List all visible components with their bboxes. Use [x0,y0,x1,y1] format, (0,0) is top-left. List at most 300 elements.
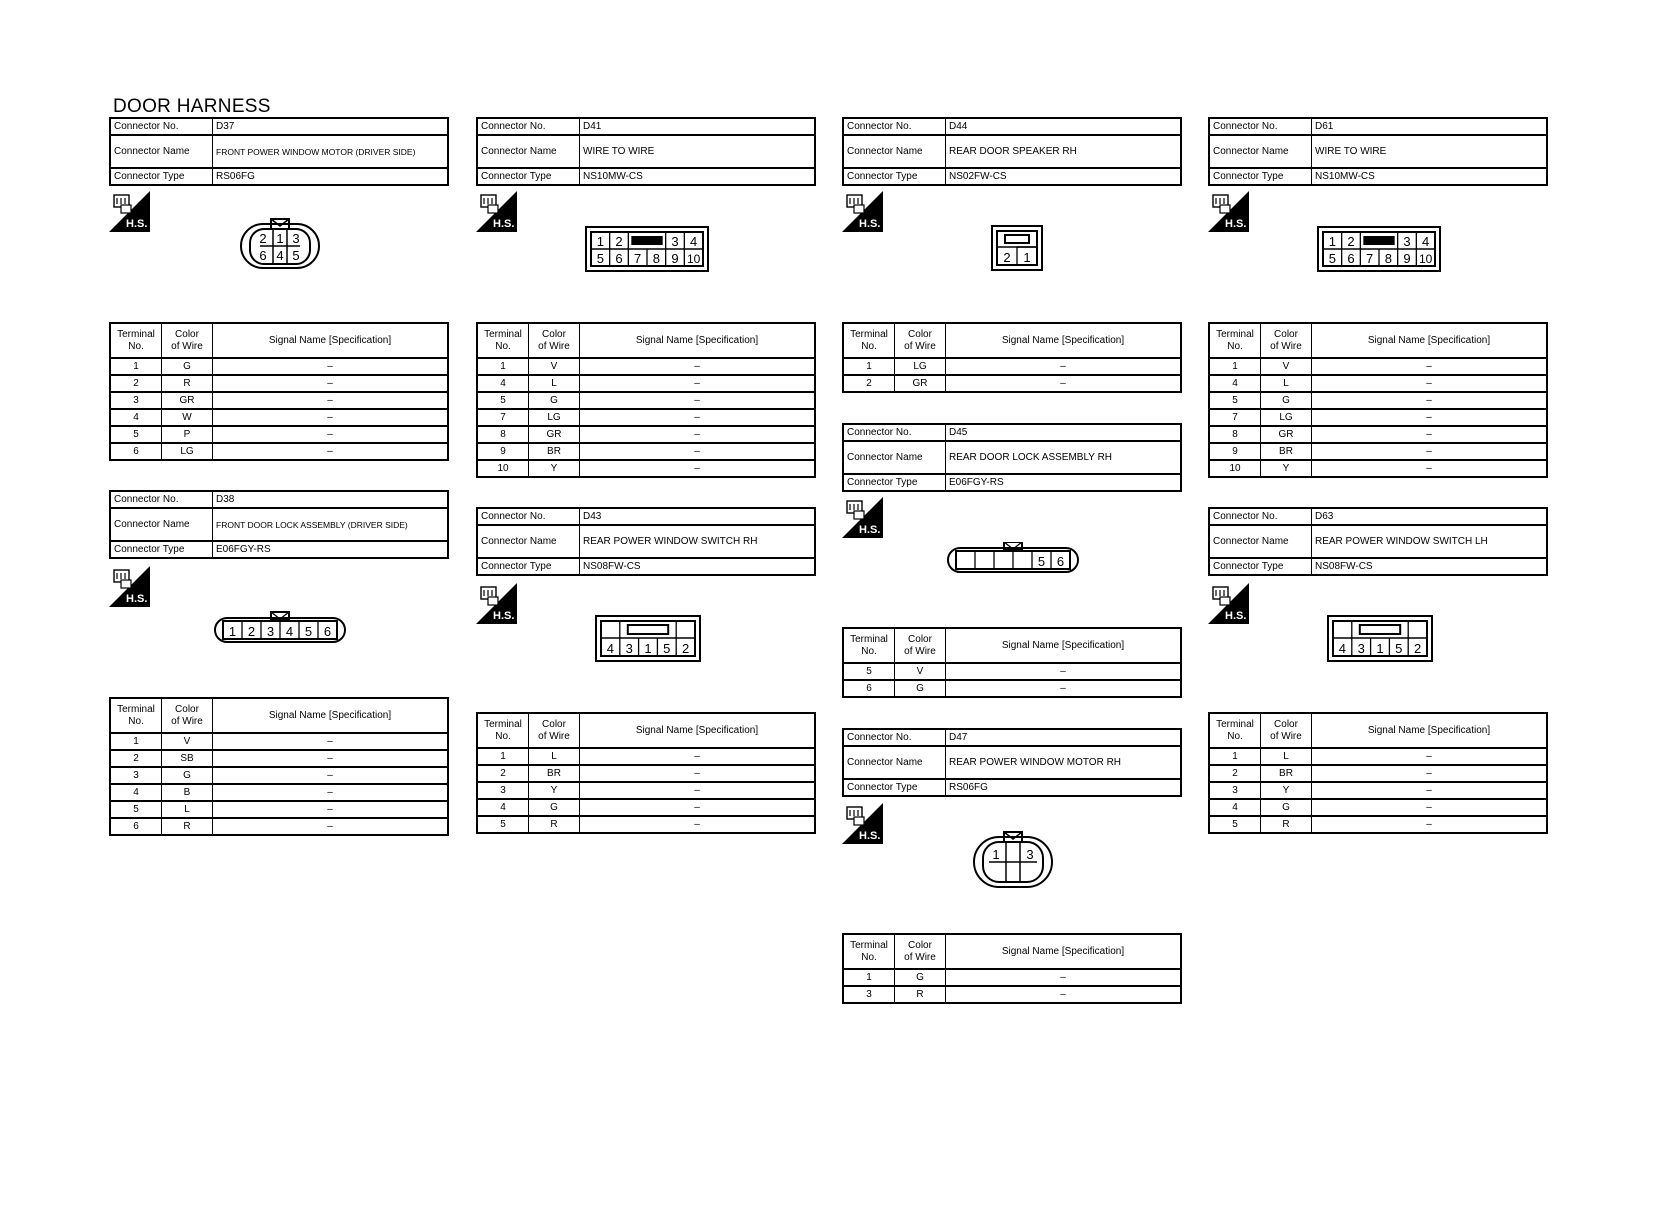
wire-color-cell: R [895,986,946,1003]
connector-no-label: Connector No. [477,508,580,525]
table-row [1209,375,1547,392]
terminal-no-header [1209,713,1261,748]
wire-color-cell: LG [529,409,580,426]
terminal-number: 5 [1395,641,1403,656]
wire-color-cell: L [162,801,213,818]
harness-side-icon [476,583,517,624]
terminal-no-cell: 2 [110,375,162,392]
connector-no-label: Connector No. [843,729,946,746]
signal-name-cell: – [213,818,449,835]
connector-name-label: Connector Name [110,508,213,541]
terminal-no-cell: 6 [110,818,162,835]
wire-color-cell: V [1261,358,1312,375]
table-row [477,765,815,782]
color-header-line2: of Wire [904,645,936,657]
terminal-number: 2 [615,234,623,249]
terminal-number: 3 [292,231,300,246]
color-header-line1: Color [1274,718,1298,730]
connector-name-row [843,441,1181,474]
connector-no-row [477,508,815,525]
connector-no-value: D38 [213,491,449,508]
hs-label: H.S. [126,218,148,230]
wire-color-cell: GR [1261,426,1312,443]
color-header-line2: of Wire [171,715,203,727]
harness-side-icon [109,191,150,232]
terminal-number: 5 [1037,554,1046,569]
color-header-line2: of Wire [1270,730,1302,742]
wire-color-cell: G [162,767,213,784]
wire-color-cell: G [895,680,946,697]
terminal-number: 4 [690,234,698,249]
connector-type-row [110,168,448,185]
wire-color-cell: BR [529,765,580,782]
terminal-number: 3 [671,234,679,249]
harness-side-icon [476,191,517,232]
table-row [477,409,815,426]
signal-name-cell: – [213,443,449,460]
color-header-line2: of Wire [538,730,570,742]
color-header-line1: Color [175,703,199,715]
terminal-number: 1 [596,234,604,249]
wire-color-cell: P [162,426,213,443]
terminal-number: 6 [615,251,623,266]
harness-side-icon [1208,191,1249,232]
connector-type-value: E06FGY-RS [946,474,1182,491]
color-header [895,934,946,969]
signal-name-header: Signal Name [Specification] [1312,323,1548,358]
signal-name-cell: – [1312,748,1548,765]
signal-name-cell: – [213,426,449,443]
terminal-no-cell: 3 [477,782,529,799]
connector-no-value: D61 [1312,118,1548,135]
connector-no-value: D45 [946,424,1182,441]
connector-type-label: Connector Type [1209,558,1312,575]
connector-diagram [585,226,709,272]
terminal-header-line2: No. [495,340,511,352]
signal-name-cell: – [580,409,816,426]
wire-color-cell: R [529,816,580,833]
terminal-no-cell: 3 [110,392,162,409]
connector-no-row [1209,118,1547,135]
terminal-number: 3 [625,641,633,656]
wire-color-cell: V [529,358,580,375]
connector-type-row [477,168,815,185]
table-row [477,748,815,765]
terminal-no-header [843,323,895,358]
color-header-line2: of Wire [904,340,936,352]
connector-no-label: Connector No. [1209,118,1312,135]
terminal-number: 5 [292,248,300,263]
terminal-no-cell: 8 [1209,426,1261,443]
wire-color-cell: LG [162,443,213,460]
connector-diagram [973,831,1053,889]
table-row [1209,358,1547,375]
signal-name-cell: – [213,750,449,767]
connector-no-label: Connector No. [843,118,946,135]
connector-no-row [477,118,815,135]
terminal-table-header [477,713,815,748]
wire-color-cell: G [529,799,580,816]
connector-name-value: WIRE TO WIRE [580,135,816,168]
terminal-no-cell: 9 [1209,443,1261,460]
connector-no-row [1209,508,1547,525]
terminal-no-cell: 3 [110,767,162,784]
connector-type-value: NS10MW-CS [580,168,816,185]
color-header [895,323,946,358]
signal-name-cell: – [213,392,449,409]
terminal-no-cell: 1 [843,969,895,986]
terminal-number: 4 [276,248,284,263]
connector-no-value: D37 [213,118,449,135]
table-row [110,784,448,801]
connector-name-row [843,746,1181,779]
connector-type-value: RS06FG [213,168,449,185]
connector-name-value: REAR POWER WINDOW SWITCH LH [1312,525,1548,558]
terminal-no-cell: 3 [843,986,895,1003]
terminal-number: 1 [1376,641,1384,656]
connector-name-value: FRONT POWER WINDOW MOTOR (DRIVER SIDE) [213,135,449,168]
hs-label: H.S. [859,524,881,536]
terminal-no-cell: 2 [843,375,895,392]
table-row [477,358,815,375]
terminal-table-header [843,628,1181,663]
wire-color-cell: W [162,409,213,426]
terminal-number: 2 [1413,641,1422,656]
terminal-table-header [1209,323,1547,358]
connector-name-value: REAR DOOR SPEAKER RH [946,135,1182,168]
table-row [843,969,1181,986]
signal-name-cell: – [213,375,449,392]
connector-info-table [842,423,1182,492]
terminal-no-cell: 4 [1209,375,1261,392]
connector-type-value: E06FGY-RS [213,541,449,558]
table-row [1209,392,1547,409]
color-header [529,713,580,748]
wire-color-cell: B [162,784,213,801]
connector-name-row [110,135,448,168]
connector-name-label: Connector Name [843,135,946,168]
terminal-table-header [477,323,815,358]
connector-name-row [1209,525,1547,558]
terminal-header-line2: No. [1227,730,1243,742]
terminal-number: 7 [634,251,642,266]
signal-name-cell: – [1312,443,1548,460]
terminal-number: 2 [1003,250,1011,265]
terminal-header-line1: Terminal [850,633,888,645]
terminal-header-line2: No. [495,730,511,742]
terminal-number: 3 [1357,641,1365,656]
terminal-no-cell: 1 [110,733,162,750]
terminal-number: 10 [1418,252,1433,266]
signal-name-header: Signal Name [Specification] [946,934,1182,969]
terminal-no-cell: 1 [477,358,529,375]
table-row [110,801,448,818]
wire-color-cell: L [1261,748,1312,765]
terminal-header-line2: No. [861,645,877,657]
signal-name-cell: – [213,784,449,801]
wire-color-cell: L [529,375,580,392]
color-header-line2: of Wire [538,340,570,352]
terminal-no-cell: 4 [1209,799,1261,816]
connector-type-value: NS10MW-CS [1312,168,1548,185]
signal-name-cell: – [1312,782,1548,799]
connector-no-label: Connector No. [110,491,213,508]
table-row [110,733,448,750]
hs-label: H.S. [493,218,515,230]
terminal-number: 6 [1347,251,1355,266]
connector-no-label: Connector No. [843,424,946,441]
terminal-no-header [477,713,529,748]
terminal-number: 1 [1328,234,1336,249]
table-row [477,782,815,799]
harness-side-icon [842,191,883,232]
wire-color-cell: G [162,358,213,375]
terminal-number: 5 [663,641,671,656]
color-header-line1: Color [908,328,932,340]
connector-diagram [1327,615,1433,662]
color-header-line1: Color [1274,328,1298,340]
wire-color-cell: R [162,818,213,835]
signal-name-cell: – [580,799,816,816]
signal-name-cell: – [1312,409,1548,426]
terminal-header-line1: Terminal [117,703,155,715]
signal-name-cell: – [213,358,449,375]
terminal-number: 1 [992,847,1000,862]
terminal-no-cell: 5 [843,663,895,680]
table-row [110,818,448,835]
color-header-line2: of Wire [1270,340,1302,352]
connector-type-row [843,168,1181,185]
terminal-no-cell: 5 [477,816,529,833]
table-row [1209,443,1547,460]
terminal-table-header [110,698,448,733]
terminal-number: 4 [285,624,294,639]
connector-type-label: Connector Type [1209,168,1312,185]
connector-type-row [110,541,448,558]
table-row [1209,426,1547,443]
connector-no-row [843,118,1181,135]
table-row [110,375,448,392]
harness-side-icon [842,803,883,844]
terminal-no-cell: 10 [477,460,529,477]
table-row [477,443,815,460]
signal-name-header: Signal Name [Specification] [1312,713,1548,748]
signal-name-cell: – [580,358,816,375]
connector-name-label: Connector Name [1209,525,1312,558]
terminal-number: 4 [1422,234,1430,249]
connector-type-label: Connector Type [477,558,580,575]
terminal-no-cell: 6 [843,680,895,697]
wire-color-cell: BR [529,443,580,460]
terminal-no-header [843,628,895,663]
connector-name-row [843,135,1181,168]
terminal-table-header [110,323,448,358]
terminal-number: 10 [686,252,701,266]
wire-color-cell: V [895,663,946,680]
terminal-no-header [110,323,162,358]
wire-color-cell: SB [162,750,213,767]
signal-name-cell: – [946,986,1182,1003]
hs-label: H.S. [493,610,515,622]
connector-type-value: NS08FW-CS [580,558,816,575]
table-row [477,392,815,409]
terminal-no-header [1209,323,1261,358]
terminal-number: 9 [1403,251,1411,266]
connector-diagram [595,615,701,662]
color-header-line1: Color [542,328,566,340]
signal-name-cell: – [1312,426,1548,443]
table-row [110,750,448,767]
signal-name-cell: – [1312,375,1548,392]
signal-name-cell: – [946,375,1182,392]
wire-color-cell: G [1261,799,1312,816]
connector-name-label: Connector Name [477,135,580,168]
terminal-number: 8 [1384,251,1392,266]
terminal-table-header [843,934,1181,969]
connector-name-label: Connector Name [1209,135,1312,168]
connector-type-row [477,558,815,575]
terminal-table-header [1209,713,1547,748]
signal-name-cell: – [580,392,816,409]
connector-no-label: Connector No. [477,118,580,135]
signal-name-header: Signal Name [Specification] [946,323,1182,358]
terminal-table [842,322,1182,393]
terminal-number: 5 [596,251,604,266]
connector-type-label: Connector Type [477,168,580,185]
table-row [477,375,815,392]
terminal-number: 3 [1403,234,1411,249]
terminal-number: 5 [1328,251,1336,266]
color-header-line2: of Wire [904,951,936,963]
terminal-number: 4 [606,641,615,656]
connector-info-table [842,117,1182,186]
signal-name-cell: – [946,680,1182,697]
connector-info-table [109,117,449,186]
table-row [1209,409,1547,426]
color-header-line2: of Wire [171,340,203,352]
harness-side-icon [109,566,150,607]
terminal-number: 2 [259,231,267,246]
color-header-line1: Color [175,328,199,340]
table-row [110,358,448,375]
table-row [110,392,448,409]
table-row [843,375,1181,392]
wire-color-cell: L [529,748,580,765]
terminal-number: 9 [671,251,679,266]
terminal-header-line1: Terminal [850,328,888,340]
table-row [110,767,448,784]
table-row [843,986,1181,1003]
color-header-line1: Color [908,633,932,645]
signal-name-cell: – [946,969,1182,986]
signal-name-header: Signal Name [Specification] [213,698,449,733]
table-row [1209,460,1547,477]
connector-name-row [1209,135,1547,168]
table-row [1209,765,1547,782]
hs-label: H.S. [1225,218,1247,230]
connector-name-value: REAR POWER WINDOW SWITCH RH [580,525,816,558]
signal-name-cell: – [580,782,816,799]
terminal-no-header [110,698,162,733]
table-row [110,426,448,443]
connector-name-label: Connector Name [477,525,580,558]
signal-name-cell: – [580,816,816,833]
connector-diagram [240,218,320,270]
connector-type-row [1209,168,1547,185]
table-row [1209,748,1547,765]
connector-no-label: Connector No. [1209,508,1312,525]
signal-name-cell: – [580,748,816,765]
signal-name-cell: – [580,460,816,477]
terminal-number: 1 [228,624,237,639]
connector-name-label: Connector Name [110,135,213,168]
terminal-table-header [843,323,1181,358]
harness-side-icon [1208,583,1249,624]
signal-name-cell: – [213,733,449,750]
connector-type-label: Connector Type [843,474,946,491]
terminal-no-header [477,323,529,358]
terminal-header-line2: No. [1227,340,1243,352]
wire-color-cell: L [1261,375,1312,392]
table-row [843,680,1181,697]
terminal-no-cell: 2 [110,750,162,767]
wire-color-cell: GR [529,426,580,443]
connector-type-value: NS08FW-CS [1312,558,1548,575]
terminal-number: 1 [1023,250,1031,265]
wire-color-cell: Y [1261,460,1312,477]
terminal-no-cell: 3 [1209,782,1261,799]
signal-name-cell: – [580,443,816,460]
signal-name-cell: – [1312,816,1548,833]
terminal-no-cell: 5 [1209,392,1261,409]
connector-name-value: FRONT DOOR LOCK ASSEMBLY (DRIVER SIDE) [213,508,449,541]
terminal-table [842,933,1182,1004]
connector-no-value: D43 [580,508,816,525]
connector-name-row [477,525,815,558]
connector-no-value: D44 [946,118,1182,135]
connector-type-label: Connector Type [110,541,213,558]
wire-color-cell: R [1261,816,1312,833]
connector-diagram [946,542,1080,576]
connector-info-table [842,728,1182,797]
signal-name-cell: – [946,358,1182,375]
hs-label: H.S. [859,830,881,842]
connector-info-table [1208,117,1548,186]
terminal-no-cell: 5 [110,801,162,818]
wire-color-cell: V [162,733,213,750]
signal-name-cell: – [1312,799,1548,816]
connector-info-table [476,117,816,186]
terminal-no-cell: 2 [477,765,529,782]
signal-name-header: Signal Name [Specification] [946,628,1182,663]
table-row [1209,799,1547,816]
signal-name-cell: – [1312,358,1548,375]
table-row [110,409,448,426]
signal-name-header: Signal Name [Specification] [213,323,449,358]
connector-type-row [843,779,1181,796]
connector-type-row [843,474,1181,491]
hs-label: H.S. [859,218,881,230]
signal-name-cell: – [580,426,816,443]
connector-name-label: Connector Name [843,441,946,474]
signal-name-cell: – [213,409,449,426]
wire-color-cell: G [529,392,580,409]
terminal-table [842,627,1182,698]
connector-no-value: D63 [1312,508,1548,525]
terminal-no-cell: 5 [1209,816,1261,833]
signal-name-cell: – [213,767,449,784]
connector-type-label: Connector Type [843,168,946,185]
